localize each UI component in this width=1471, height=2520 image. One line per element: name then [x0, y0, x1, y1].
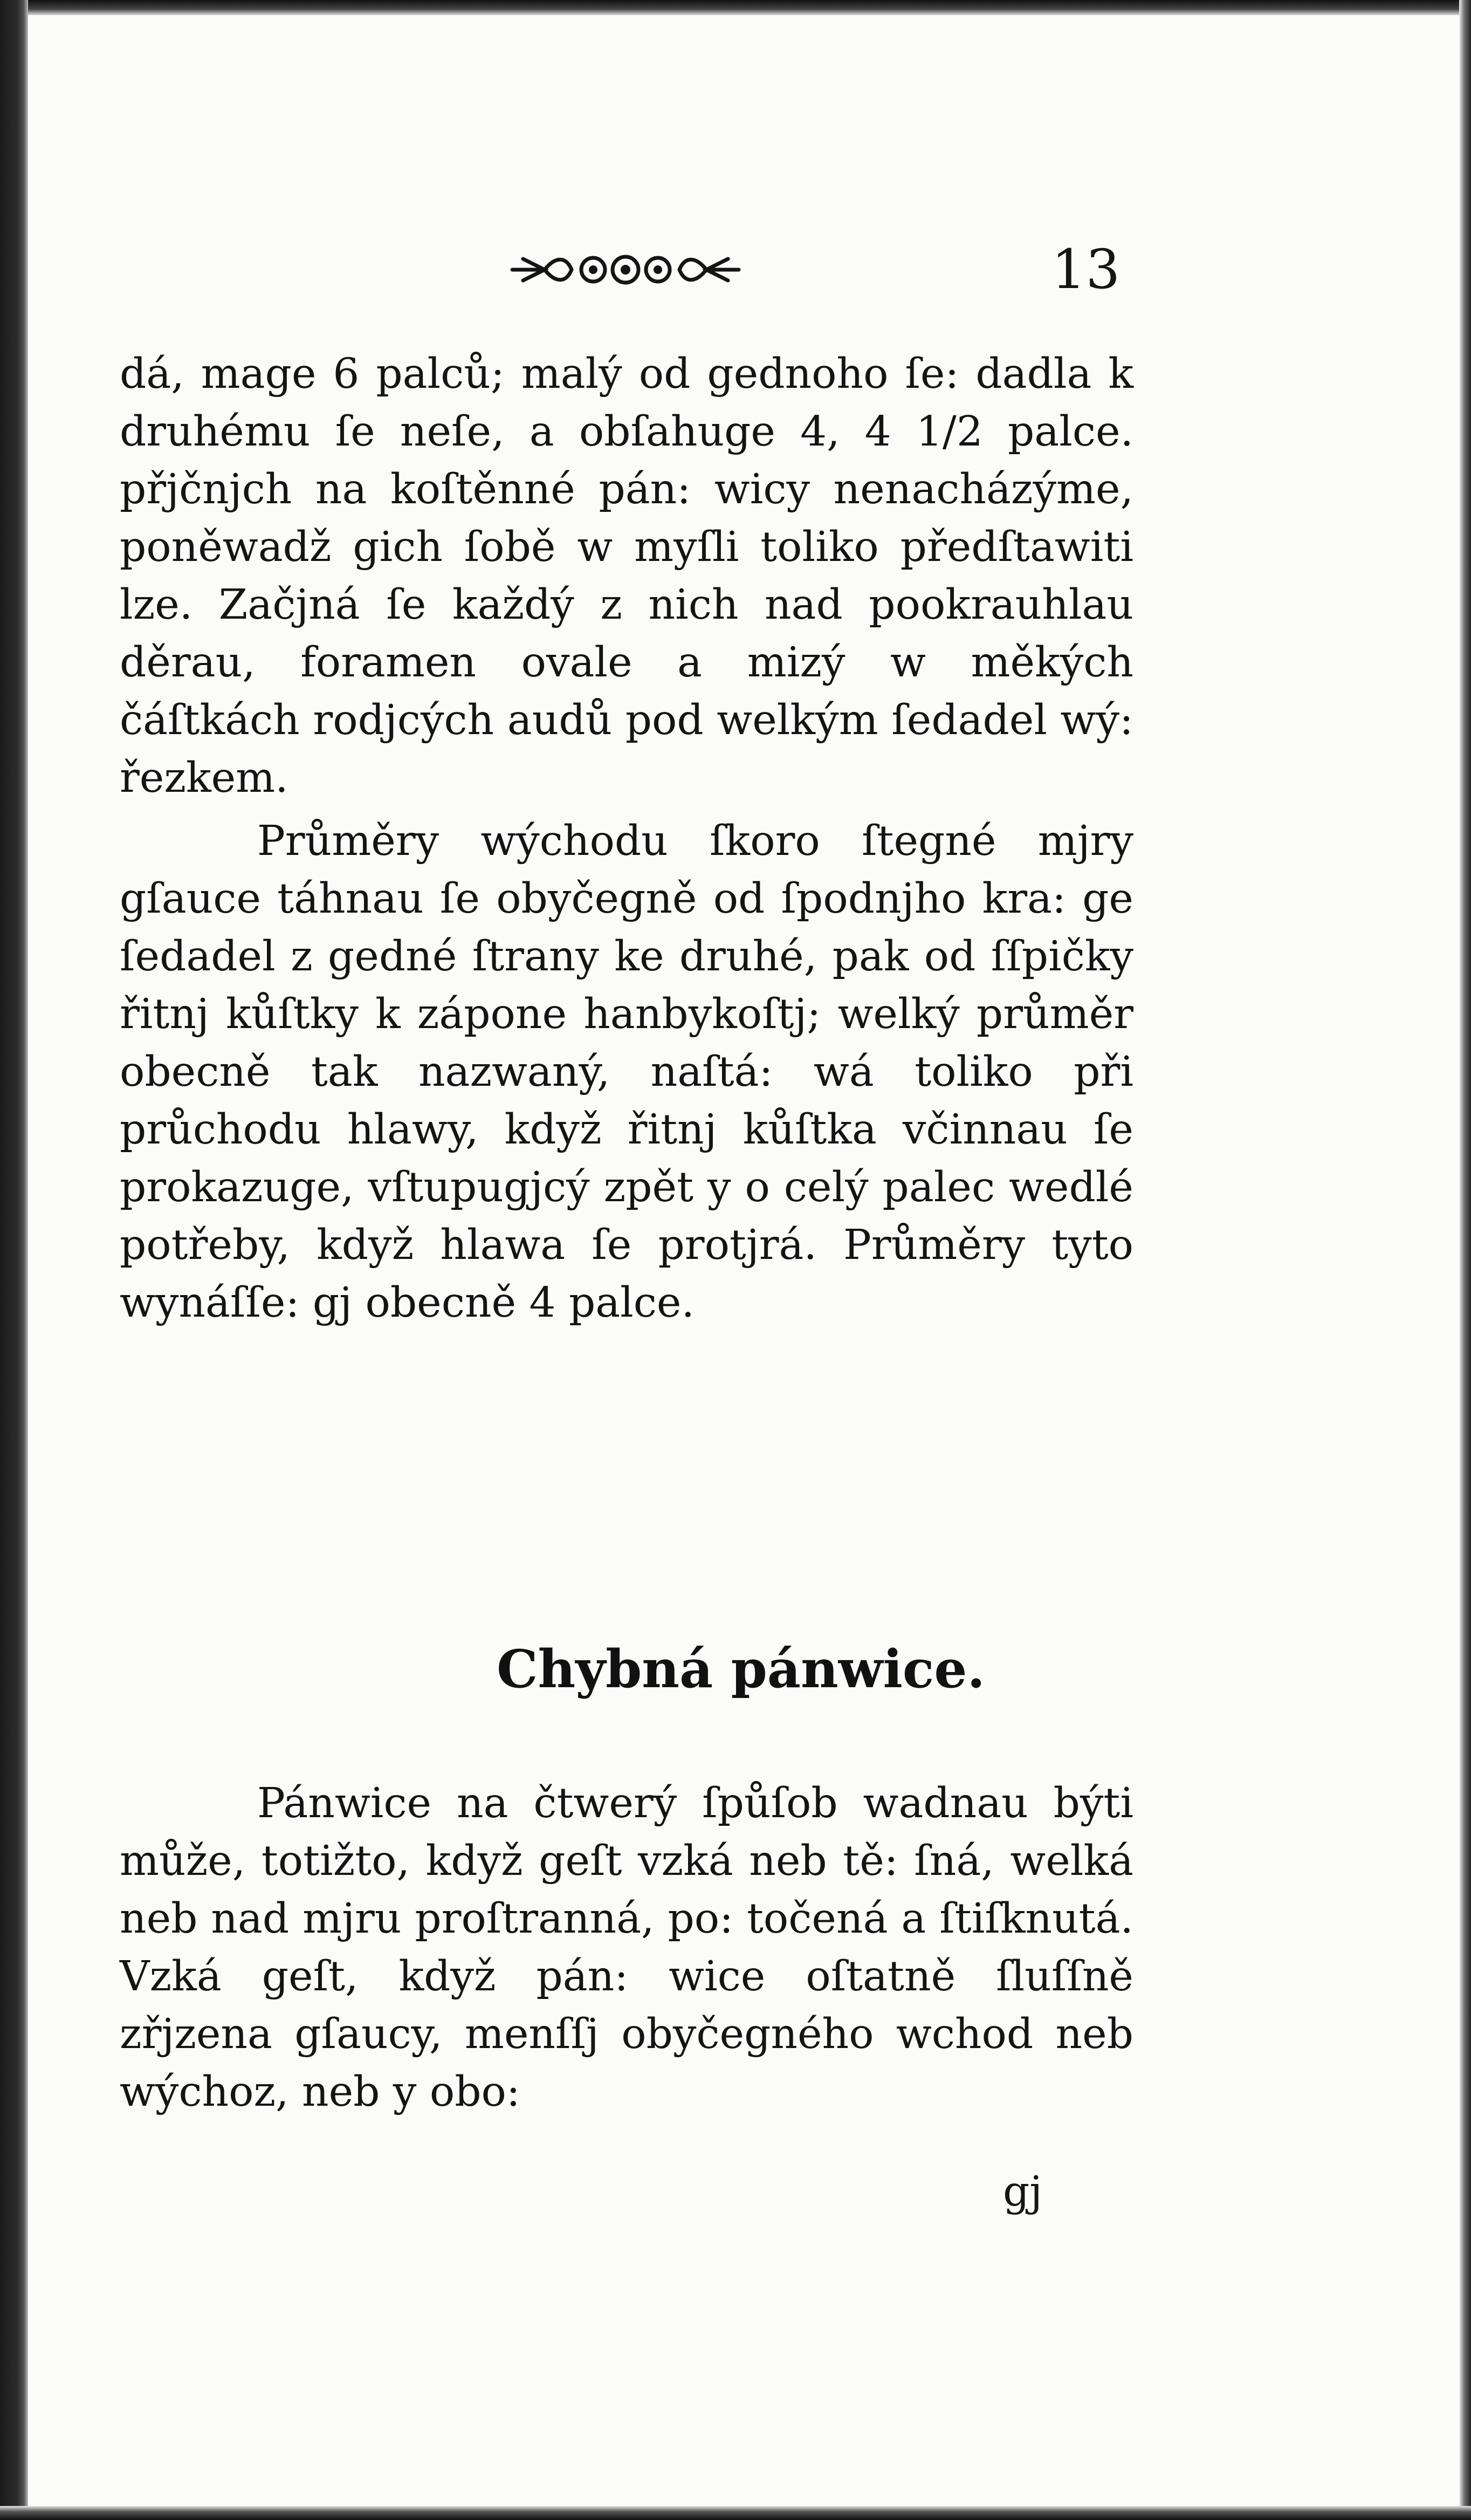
paragraph-continuation: dá, mage 6 palců; malý od gednoho ſe: dadla k druhému ſe neſe, a obſahuge 4, 4 1/2 palce. přjčnjch na koſtěnné pán: wicy nenacházýme, poněwadž gich ſobě w myſli toliko předſtawiti lze. Začjná ſe každý z nich nad pookrauhlau děrau, foramen ovale a mizý w měkých čáſtkách rodjcých audů pod welkým ſedadel wý: řezkem.	[120, 350, 1133, 802]
scan-edge-top	[0, 0, 1471, 15]
paragraph-outlet-diameters: Průměry wýchodu ſkoro ſtegné mjry gſauce táhnau ſe obyčegně od ſpodnjho kra: ge ſedadel z gedné ſtrany ke druhé, pak od ſſpičky řitnj kůſtky k zápone hanbykoſtj; welký průměr obecně tak nazwaný, naſtá: wá toliko při průchodu hlawy, když řitnj kůſtka včinnau ſe prokazuge, vſtupugjcý zpět y o celý palec wedlé potřeby, když hlawa ſe protjrá. Průměry tyto wynáſſe: gj obecně 4 palce.	[120, 817, 1133, 1327]
running-head	[0, 237, 1471, 302]
scan-edge-left	[0, 0, 28, 2520]
catchword: gj	[1003, 2168, 1043, 2216]
section-heading-text: Chybná pánwice.	[497, 1639, 985, 1700]
paragraph-faulty-pelvis: Pánwice na čtwerý ſpůſob wadnau býti může, totižto, když geſt vzká neb tě: ſná, welká neb nad mjru proſtranná, po: točená a ſtiſknutá. Vzká geſt, když pán: wice oſtatně ſluſſně zřjzena gſaucy, menſſj obyčegného wchod neb wýchoz, neb y obo:	[120, 1779, 1133, 2116]
section-heading	[0, 1634, 1471, 1704]
scan-edge-bottom	[0, 2506, 1471, 2520]
section-body-text	[120, 1775, 1133, 2121]
body-text	[120, 345, 1133, 1332]
page-number: 13	[1051, 238, 1121, 301]
printer-ornament-icon	[507, 248, 744, 291]
scan-edge-right	[1459, 0, 1471, 2520]
